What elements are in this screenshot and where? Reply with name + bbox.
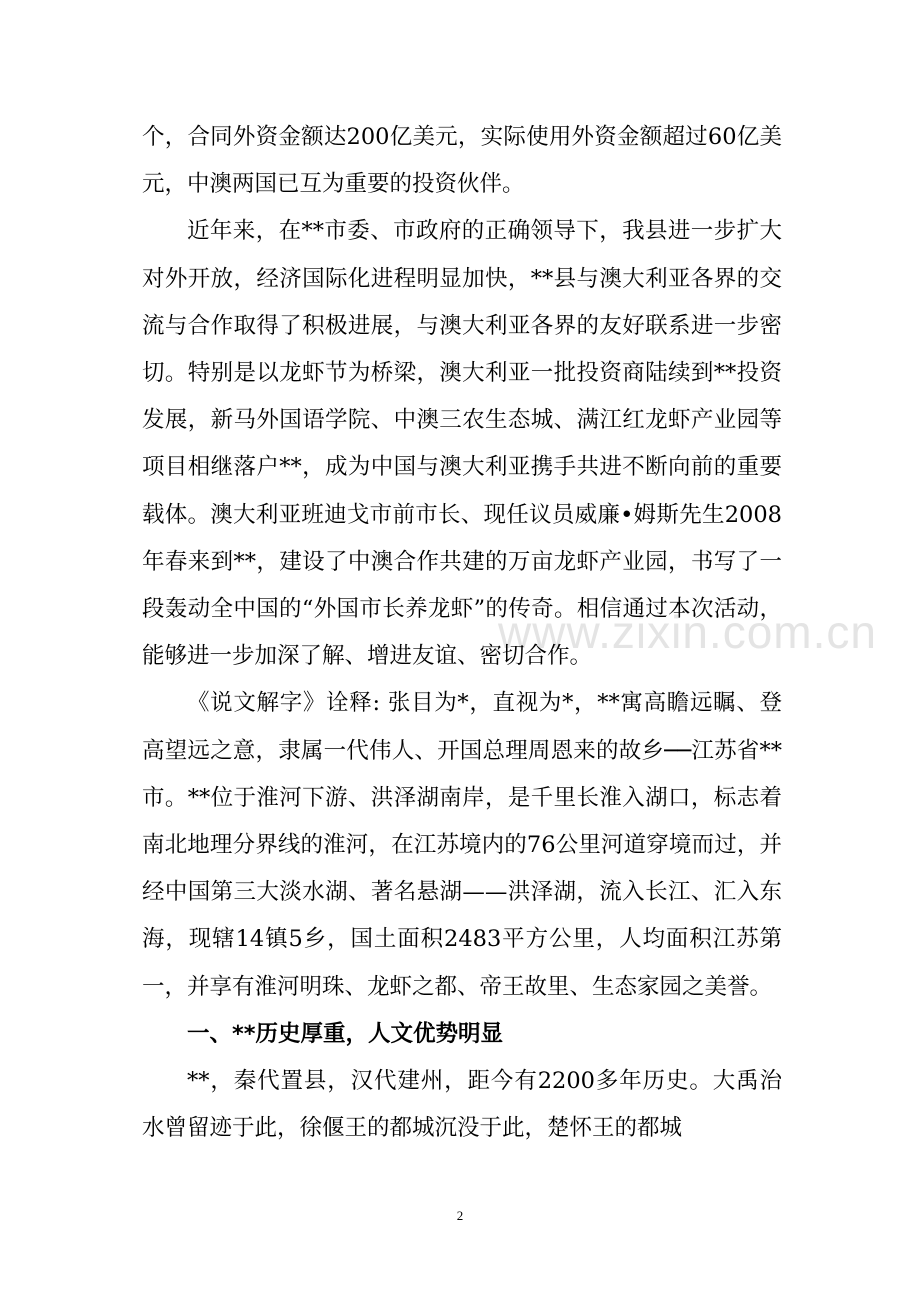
- section-heading: 一、**历史厚重，人文优势明显: [187, 1020, 504, 1047]
- paragraph-2: 近年来，在**市委、市政府的正确领导下，我县进一步扩大对外开放，经济国际化进程明显加快，**县与澳大利亚各界的交流与合作取得了积极进展，与澳大利亚各界的友好联系进一步密切。特别是以龙虾节为桥梁，澳大利亚一批投资商陆续到**投资发展，新马外国语学院、中澳三农生态城、满江红龙虾产业园等项目相继落户**，成为中国与澳大利亚携手共进不断向前的重要载体。澳大利亚班迪戈市前市长、现任议员威廉•姆斯先生2008年春来到**，建设了中澳合作共建的万亩龙虾产业园，书写了一段轰动全中国的“外国市长养龙虾”的传奇。相信通过本次活动，能够进一步加深了解、增进友谊、密切合作。: [142, 218, 782, 670]
- watermark-text: www.zixin.com.cn: [498, 606, 877, 658]
- document-body: [142, 114, 782, 1152]
- paragraph-3: 《说文解字》诠释: 张目为*，直视为*，**寓高瞻远瞩、登高望远之意，隶属一代伟人、开国总理周恩来的故乡──江苏省**市。**位于淮河下游、洪泽湖南岸，是千里长淮入湖口，标志着南北地理分界线的淮河，在江苏境内的76公里河道穿境而过，并经中国第三大淡水湖、著名悬湖——洪泽湖，流入长江、汇入东海，现辖14镇5乡，国土面积2483平方公里，人均面积江苏第一，并享有淮河明珠、龙虾之都、帝王故里、生态家园之美誉。: [142, 690, 782, 1000]
- paragraph-4: **，秦代置县，汉代建州，距今有2200多年历史。大禹治水曾留迹于此，徐偃王的都城沉没于此，楚怀王的都城: [142, 1068, 782, 1142]
- page-number: 2: [456, 1208, 464, 1223]
- paragraph-1: 个，合同外资金额达200亿美元，实际使用外资金额超过60亿美元，中澳两国已互为重要的投资伙伴。: [142, 124, 782, 198]
